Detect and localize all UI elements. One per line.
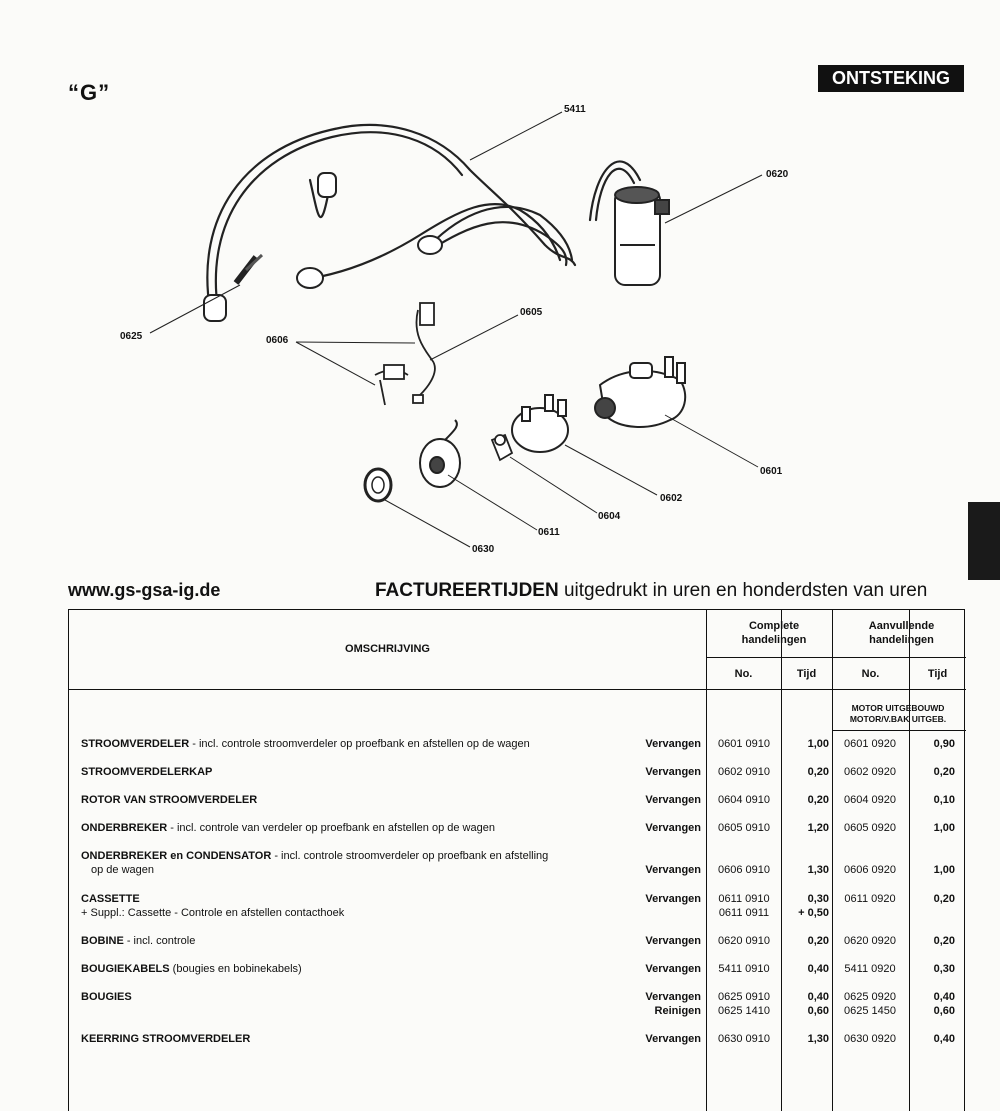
row-time-line: 0,60: [933, 1005, 955, 1017]
row-title: CASSETTE: [81, 893, 140, 905]
row-action: Vervangen: [645, 893, 701, 905]
grid-line: [832, 610, 833, 1111]
row-detail: - incl. controle: [123, 935, 196, 947]
label-0605: 0605: [520, 307, 543, 318]
plug-boots: [204, 173, 442, 321]
row-no-complete: 0604 0910: [718, 794, 770, 806]
row-title: BOBINE: [81, 935, 124, 947]
row-action: Vervangen: [645, 738, 701, 750]
distributor-cap: [512, 395, 568, 452]
row-action: Vervangen: [645, 822, 701, 834]
row-no-additional: 0611 0920: [844, 893, 896, 905]
invoice-times-heading: [375, 580, 927, 602]
row-time-line: 0,30: [807, 893, 829, 905]
labour-times-table: [68, 609, 965, 1111]
seal-ring: [365, 469, 391, 501]
row-time-complete: 0,20: [807, 766, 829, 778]
label-5411: 5411: [564, 104, 586, 115]
row-no-complete: 0605 0910: [718, 822, 770, 834]
row-no-additional: 0601 0920: [844, 738, 896, 750]
motor-note-line: MOTOR/V.BAK UITGEB.: [849, 714, 947, 724]
distributor: [595, 357, 685, 427]
label-0602: 0602: [660, 493, 683, 504]
row-no-complete: [709, 990, 779, 1018]
row-title: BOUGIEKABELS: [81, 963, 170, 975]
row-time-additional: 1,00: [933, 864, 955, 876]
row-action-line: Reinigen: [654, 1005, 701, 1017]
row-no-additional: 0630 0920: [844, 1033, 896, 1045]
heading-rest: uitgedrukt in uren en honderdsten van uren: [558, 580, 928, 601]
row-no-complete: [709, 892, 779, 920]
row-description: [81, 892, 641, 920]
grid-line: [706, 610, 707, 1111]
row-title: KEERRING STROOMVERDELER: [81, 1033, 251, 1045]
row-title: ONDERBREKER: [81, 822, 168, 834]
parts-diagram: [0, 95, 1000, 565]
rotor: [492, 435, 512, 460]
row-time-line: 0,40: [807, 991, 829, 1003]
grid-line: [69, 689, 966, 690]
header-no-complete: No.: [734, 668, 753, 680]
section-badge: ONTSTEKING: [818, 65, 964, 92]
cassette: [420, 420, 460, 487]
spark-plug: [236, 255, 262, 283]
motor-note: [834, 703, 962, 725]
header-time-complete: Tijd: [796, 668, 817, 680]
row-action: Vervangen: [645, 864, 701, 876]
row-detail: - incl. controle stroomverdeler op proefbank en afstellen op de wagen: [189, 738, 530, 750]
row-no-complete: 0620 0910: [718, 935, 770, 947]
row-time-complete: [781, 990, 829, 1018]
row-description: [81, 990, 641, 1004]
row-action: Vervangen: [645, 766, 701, 778]
row-description: [81, 1032, 641, 1046]
grid-line: [706, 657, 966, 658]
label-0611: 0611: [538, 527, 560, 538]
label-0606: 0606: [266, 335, 289, 346]
row-time-additional: 0,40: [933, 1033, 955, 1045]
model-label: “G”: [68, 80, 111, 105]
row-no-line: 0611 0910: [718, 893, 770, 905]
row-no-additional: 0602 0920: [844, 766, 896, 778]
row-time-complete: 0,20: [807, 794, 829, 806]
row-action: [609, 990, 701, 1018]
row-no-additional: 0620 0920: [844, 935, 896, 947]
row-title: ROTOR VAN STROOMVERDELER: [81, 794, 258, 806]
row-time-complete: 1,30: [807, 1033, 829, 1045]
row-time-additional: 0,20: [933, 893, 955, 905]
row-no-additional: 0605 0920: [844, 822, 896, 834]
row-detail-continued: op de wagen: [91, 864, 154, 876]
row-time-complete: 1,00: [807, 738, 829, 750]
row-description: [81, 821, 641, 835]
row-time-additional: 0,90: [933, 738, 955, 750]
ignition-wiring-harness: [207, 125, 640, 310]
row-action-line: Vervangen: [645, 991, 701, 1003]
row-no-additional: 5411 0920: [844, 963, 896, 975]
row-detail: - incl. controle stroomverdeler op proefbank en afstelling: [271, 850, 549, 862]
heading-bold: FACTUREERTIJDEN: [375, 580, 559, 601]
row-action: Vervangen: [645, 935, 701, 947]
row-no-complete: 0606 0910: [718, 864, 770, 876]
row-no-line: 0625 0920: [844, 991, 896, 1003]
row-title: STROOMVERDELERKAP: [81, 766, 213, 778]
row-supplement: + Suppl.: Cassette - Controle en afstellen contacthoek: [81, 907, 345, 919]
row-time-additional: 0,20: [933, 766, 955, 778]
row-detail: (bougies en bobinekabels): [169, 963, 302, 975]
label-0620: 0620: [766, 169, 789, 180]
row-description: [81, 934, 641, 948]
row-time-complete: 0,20: [807, 935, 829, 947]
label-0625: 0625: [120, 331, 143, 342]
row-no-additional: 0604 0920: [844, 794, 896, 806]
breaker-and-condenser: [375, 303, 435, 405]
row-title: ONDERBREKER en CONDENSATOR: [81, 850, 272, 862]
row-no-complete: 5411 0910: [718, 963, 770, 975]
row-description: [81, 962, 641, 976]
leader-lines: [150, 112, 762, 547]
row-description: [81, 765, 641, 779]
row-time-additional: 0,20: [933, 935, 955, 947]
row-time-complete: 1,30: [807, 864, 829, 876]
row-detail: - incl. controle van verdeler op proefbank en afstellen op de wagen: [167, 822, 495, 834]
diagram-labels: [120, 104, 789, 555]
row-title: BOUGIES: [81, 991, 132, 1003]
header-description: OMSCHRIJVING: [345, 643, 430, 655]
row-time-additional: [907, 990, 955, 1018]
row-no-line: 0625 1450: [844, 1005, 896, 1017]
row-no-line: 0611 0911: [718, 907, 770, 919]
website-url: www.gs-gsa-ig.de: [68, 580, 221, 600]
row-time-additional: 1,00: [933, 822, 955, 834]
row-description: [81, 793, 641, 807]
label-0604: 0604: [598, 511, 621, 522]
header-no-additional: No.: [861, 668, 880, 680]
header-additional: Aanvullende handelingen: [868, 620, 935, 646]
motor-note-line: MOTOR UITGEBOUWD: [851, 703, 945, 713]
row-action: Vervangen: [645, 963, 701, 975]
row-time-complete: 1,20: [807, 822, 829, 834]
row-time-additional: 0,10: [933, 794, 955, 806]
row-time-complete: 0,40: [807, 963, 829, 975]
row-no-additional: 0606 0920: [844, 864, 896, 876]
row-time-line: 0,40: [933, 991, 955, 1003]
row-no-complete: 0602 0910: [718, 766, 770, 778]
row-no-complete: 0630 0910: [718, 1033, 770, 1045]
ignition-coil: [615, 187, 669, 285]
row-no-line: 0625 0910: [718, 991, 770, 1003]
header-time-additional: Tijd: [927, 668, 948, 680]
row-time-line: 0,60: [807, 1005, 829, 1017]
row-action: Vervangen: [645, 794, 701, 806]
grid-line: [832, 730, 966, 731]
row-time-complete: [781, 892, 829, 920]
row-action: Vervangen: [645, 1033, 701, 1045]
label-0630: 0630: [472, 544, 495, 555]
row-title: STROOMVERDELER: [81, 738, 190, 750]
row-no-complete: 0601 0910: [718, 738, 770, 750]
row-no-additional: [834, 990, 906, 1018]
row-no-line: 0625 1410: [718, 1005, 770, 1017]
row-time-line: + 0,50: [798, 907, 829, 919]
row-description: [81, 737, 641, 751]
row-description: [81, 849, 641, 877]
label-0601: 0601: [760, 466, 783, 477]
header-complete: Complete handelingen: [741, 620, 807, 646]
row-time-additional: 0,30: [933, 963, 955, 975]
